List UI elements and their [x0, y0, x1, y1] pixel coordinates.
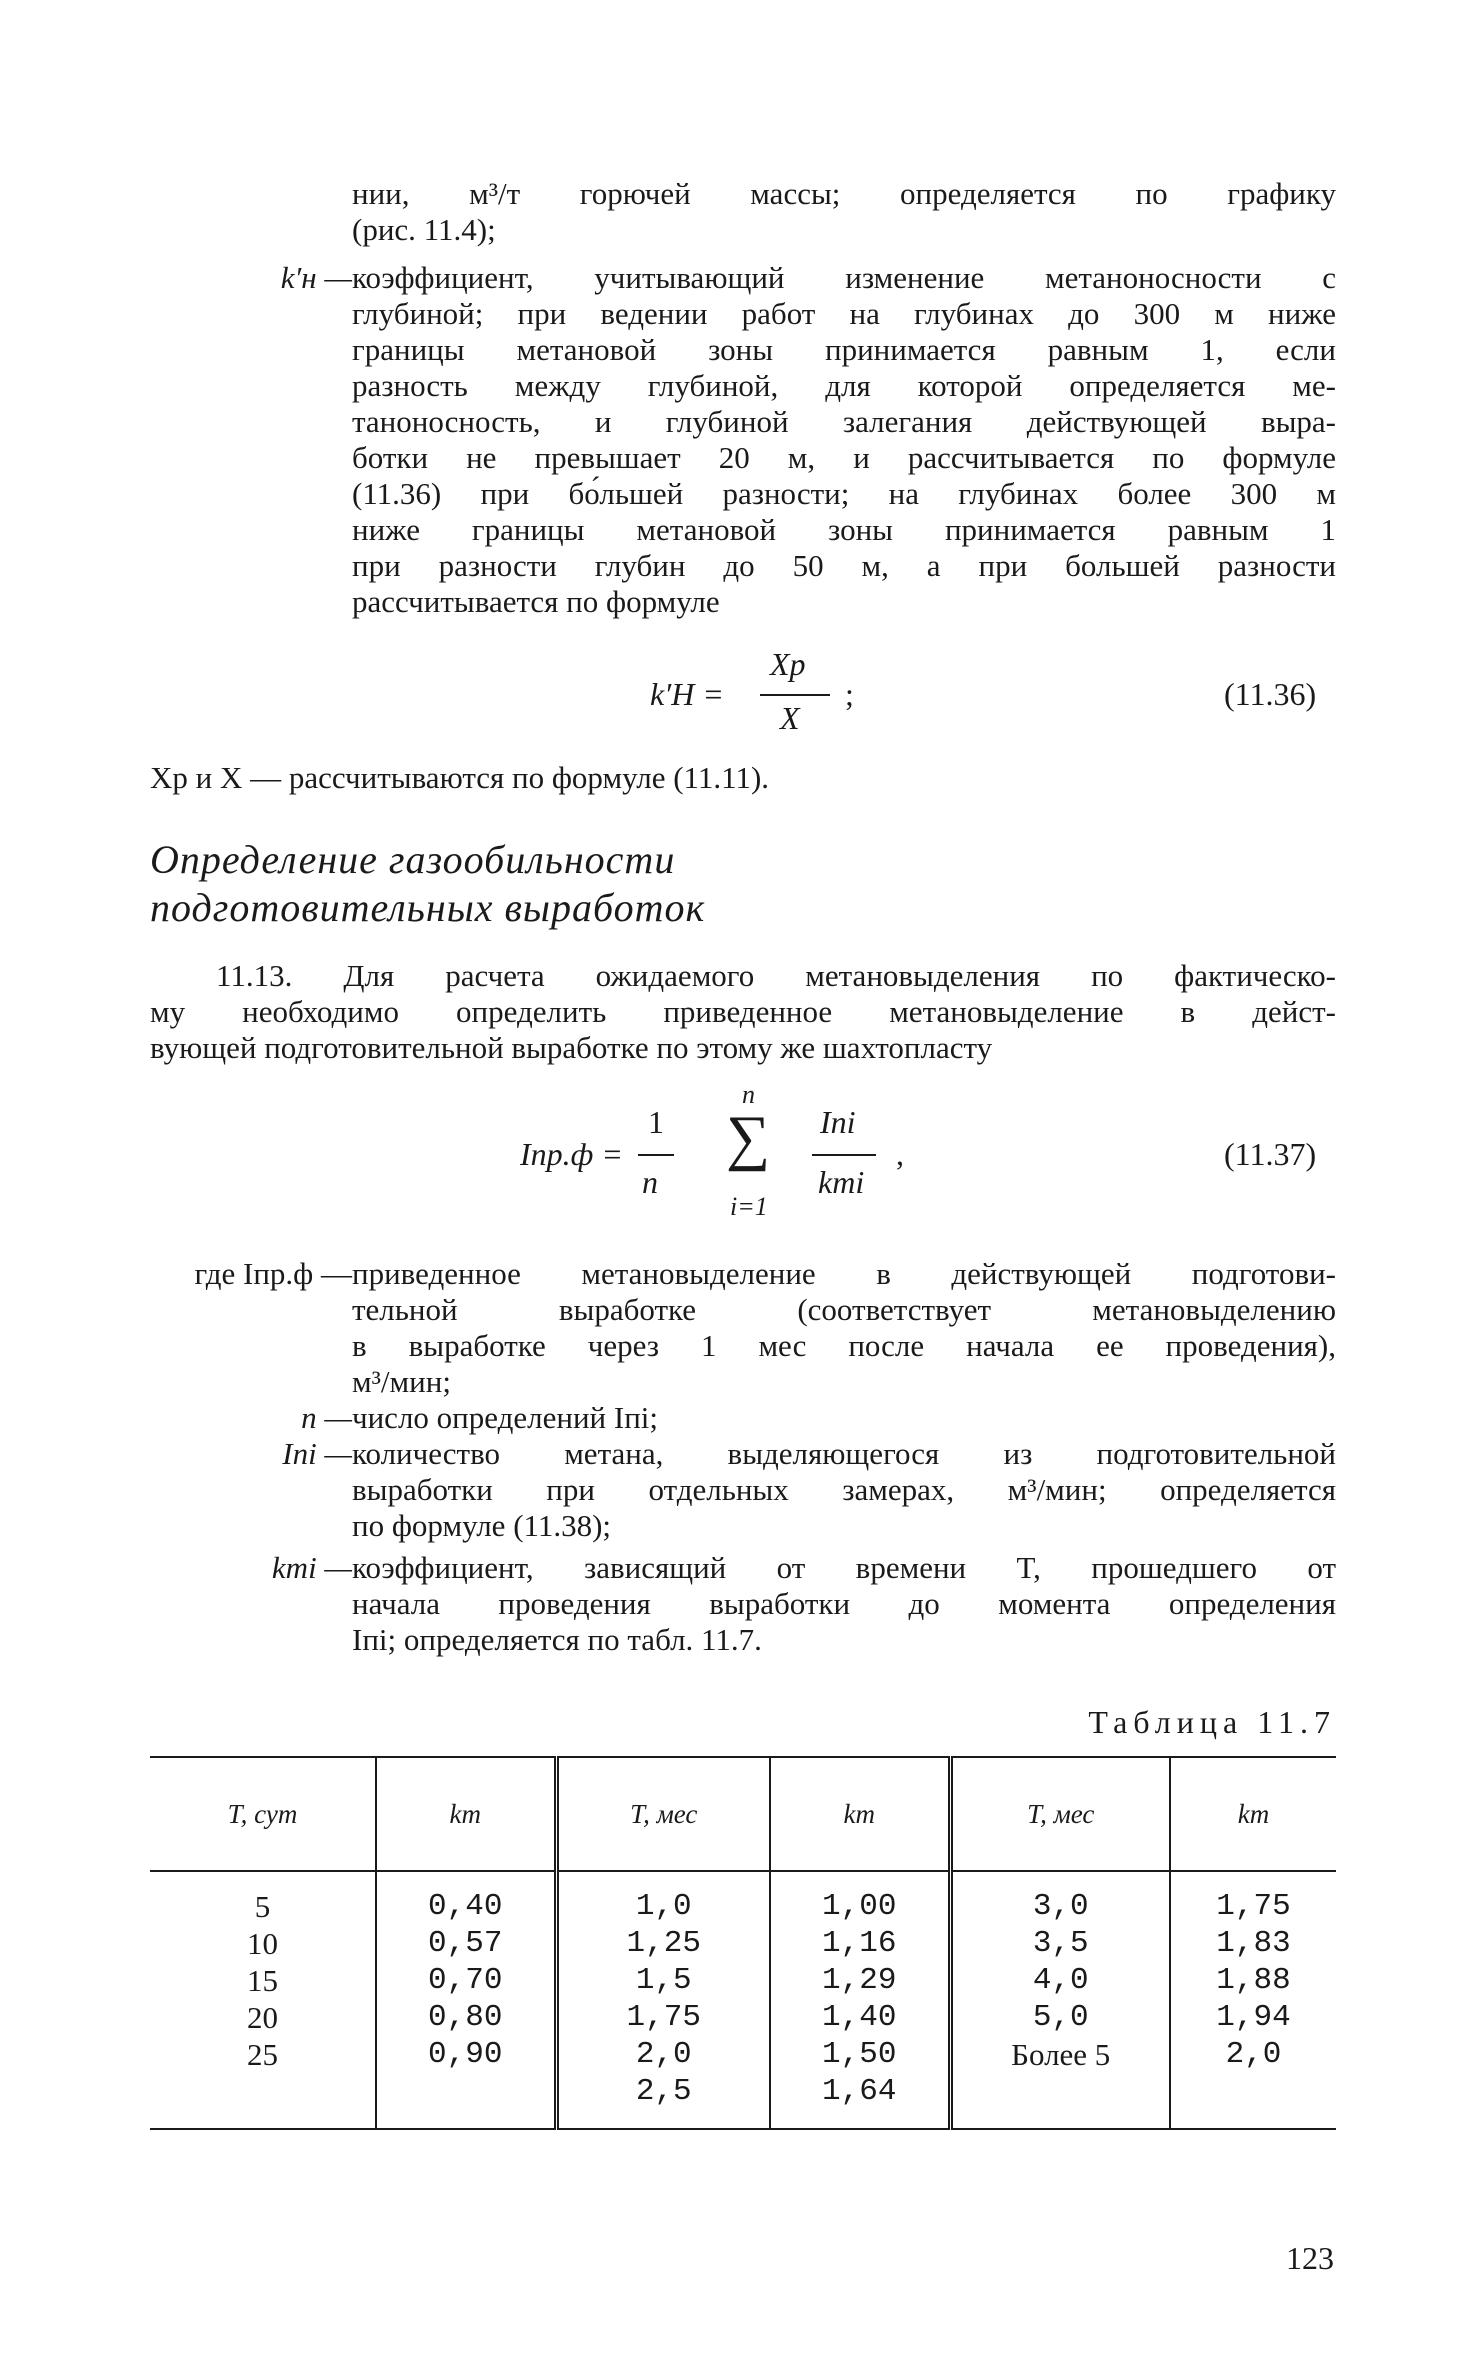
fraction-bar [812, 1154, 876, 1156]
table-header-cell: T, мес [556, 1757, 770, 1871]
text-line: (рис. 11.4); [352, 212, 496, 247]
table-cell: 1,16 [822, 1926, 897, 1961]
table-header-cell: kт [1237, 1798, 1270, 1829]
table-cell: 1,50 [822, 2037, 897, 2072]
definition-item [150, 1400, 1336, 1436]
text-line: ниже границы метановой зоны принимается равным 1 [352, 512, 1336, 547]
definition-term: kтi — [271, 1550, 352, 1585]
table-cell: 2,5 [635, 2074, 692, 2109]
text-line: таноносность, и глубиной залегания действующей выра- [352, 404, 1336, 439]
definition-item [150, 1256, 1336, 1400]
table-cell: 1,94 [1216, 2000, 1291, 2035]
definitions-list [150, 1256, 1336, 1658]
table-cell: 0,70 [428, 1963, 503, 1998]
table-cell: 1,0 [635, 1889, 692, 1924]
definition-body [352, 1256, 1336, 1400]
table-column-cell [556, 1871, 770, 2129]
heading-line: подготовительных выработок [150, 885, 706, 930]
table-cell: 1,29 [822, 1963, 897, 1998]
definition-term: где Iпр.ф — [194, 1256, 352, 1291]
text-line: м³/мин; [352, 1364, 451, 1399]
text-line: нии, м³/т горючей массы; определяется по графику [352, 176, 1336, 211]
table-column-cell [770, 1871, 950, 2129]
text-line: коэффициент, учитывающий изменение метаноносности с [352, 260, 1336, 295]
equation-tail: ; [845, 676, 854, 712]
text-line: коэффициент, зависящий от времени T, прошедшего от [352, 1550, 1336, 1585]
sum-upper-limit: n [742, 1080, 755, 1109]
text-line: границы метановой зоны принимается равным 1, если [352, 332, 1336, 367]
fraction-bar [760, 694, 830, 696]
text-line: ботки не превышает 20 м, и рассчитывается по формуле [352, 440, 1336, 475]
text-line: Iпi; определяется по табл. 11.7. [352, 1622, 762, 1657]
text-line: рассчитывается по формуле [352, 584, 720, 619]
table-cell: 2,0 [1225, 2037, 1282, 2072]
table-cell: 3,0 [1032, 1889, 1089, 1924]
table-header-row [150, 1757, 1336, 1871]
definition-kn [150, 260, 1336, 620]
text-line: глубиной; при ведении работ на глубинах до 300 м ниже [352, 296, 1336, 331]
equation-11-36 [650, 640, 950, 740]
text-line: тельной выработке (соответствует метановыделению [352, 1292, 1336, 1327]
text-line: вующей подготовительной выработке по этому же шахтопласту [150, 1030, 993, 1065]
table-cell: 10 [247, 1926, 278, 1961]
table-cell: Более 5 [1011, 2037, 1111, 2072]
table-cell: 1,83 [1216, 1926, 1291, 1961]
section-heading [150, 836, 1050, 932]
table-cell: 1,00 [822, 1889, 897, 1924]
definition-term: n — [301, 1400, 352, 1435]
text-line: по формуле (11.38); [352, 1508, 612, 1543]
table-cell: 2,0 [635, 2037, 692, 2072]
fraction-numerator: 1 [648, 1104, 664, 1140]
table-cell: 1,25 [626, 1926, 701, 1961]
text-line: 11.13. Для расчета ожидаемого метановыделения по фактическо- [216, 958, 1336, 993]
page-number: 123 [1286, 2240, 1334, 2276]
table-cell: 1,64 [822, 2074, 897, 2109]
table-body-row [150, 1871, 1336, 2129]
text-line: в выработке через 1 мес после начала ее проведения), [352, 1328, 1336, 1363]
table-cell: 25 [247, 2037, 278, 2072]
table-cell: 1,5 [635, 1963, 692, 1998]
table-cell: 20 [247, 2000, 278, 2035]
definition-body [352, 1550, 1336, 1658]
table-header-cell: T, мес [950, 1757, 1170, 1871]
table-column-cell [1170, 1871, 1336, 2129]
text-line: приведенное метановыделение в действующей подготови- [352, 1256, 1336, 1291]
text-line: начала проведения выработки до момента определения [352, 1586, 1336, 1621]
paragraph-11-13 [150, 958, 1336, 1066]
text-line: количество метана, выделяющегося из подготовительной [352, 1436, 1336, 1471]
table-cell: 5 [254, 1889, 271, 1924]
table-cell: 1,75 [1216, 1889, 1291, 1924]
text-line: (11.36) при бо́льшей разности; на глубинах более 300 м [352, 476, 1336, 511]
table-column-cell [150, 1871, 376, 2129]
table-cell: 1,88 [1216, 1963, 1291, 1998]
text-line: при разности глубин до 50 м, а при большей разности [352, 548, 1336, 583]
table-header-cell: kт [376, 1757, 556, 1871]
table-column-cell [376, 1871, 556, 2129]
table-cell: 3,5 [1032, 1926, 1089, 1961]
equation-number-11-37: (11.37) [1224, 1136, 1317, 1172]
definition-body [352, 260, 1336, 620]
text-line: му необходимо определить приведенное метановыделение в дейст- [150, 994, 1336, 1029]
table-11-7 [150, 1756, 1336, 2130]
table-column-cell [950, 1871, 1170, 2129]
equation-number-11-36: (11.36) [1224, 676, 1317, 712]
definition-body [352, 1436, 1336, 1544]
table-cell: 0,90 [428, 2037, 503, 2072]
equation-tail: , [896, 1136, 904, 1172]
text-line: число определений Iпi; [352, 1400, 659, 1435]
table-cell: 1,75 [626, 2000, 701, 2035]
equation-lhs: Iпр.ф = [520, 1136, 623, 1172]
definition-item [150, 1436, 1336, 1544]
fraction-bar [638, 1154, 674, 1156]
text-line: разность между глубиной, для которой определяется ме- [352, 368, 1336, 403]
sum-lower-limit: i=1 [730, 1192, 768, 1221]
term-numerator: Iпi [820, 1104, 856, 1140]
table-cell: 1,40 [822, 2000, 897, 2035]
table-cell: 0,57 [428, 1926, 503, 1961]
table-cell: 0,80 [428, 2000, 503, 2035]
xp-definition-line: Xр и X — рассчитываются по формуле (11.11). [150, 760, 770, 795]
text-line: выработки при отдельных замерах, м³/мин; определяется [352, 1472, 1336, 1507]
term-denominator: kтi [818, 1164, 865, 1200]
heading-line: Определение газообильности [150, 837, 676, 882]
definition-term: Iпi — [282, 1436, 352, 1471]
table-cell: 4,0 [1032, 1963, 1089, 1998]
table-caption: Таблица 11.7 [1088, 1704, 1336, 1740]
definition-term: k′н — [280, 260, 352, 295]
equation-11-37 [520, 1080, 960, 1230]
equation-denominator: X [780, 700, 800, 736]
equation-lhs: k′H = [650, 676, 724, 712]
fraction-denominator: n [642, 1164, 658, 1200]
table-header-cell: kт [770, 1757, 950, 1871]
table-cell: 5,0 [1032, 2000, 1089, 2035]
table-header-cell: T, сут [150, 1757, 376, 1871]
table-cell: 15 [247, 1963, 278, 1998]
summation-icon: ∑ [726, 1104, 771, 1172]
equation-numerator: Xр [770, 646, 806, 682]
table-cell: 0,40 [428, 1889, 503, 1924]
definition-item [150, 1550, 1336, 1658]
paragraph-continuation [352, 176, 1336, 248]
definition-body [352, 1400, 1336, 1436]
